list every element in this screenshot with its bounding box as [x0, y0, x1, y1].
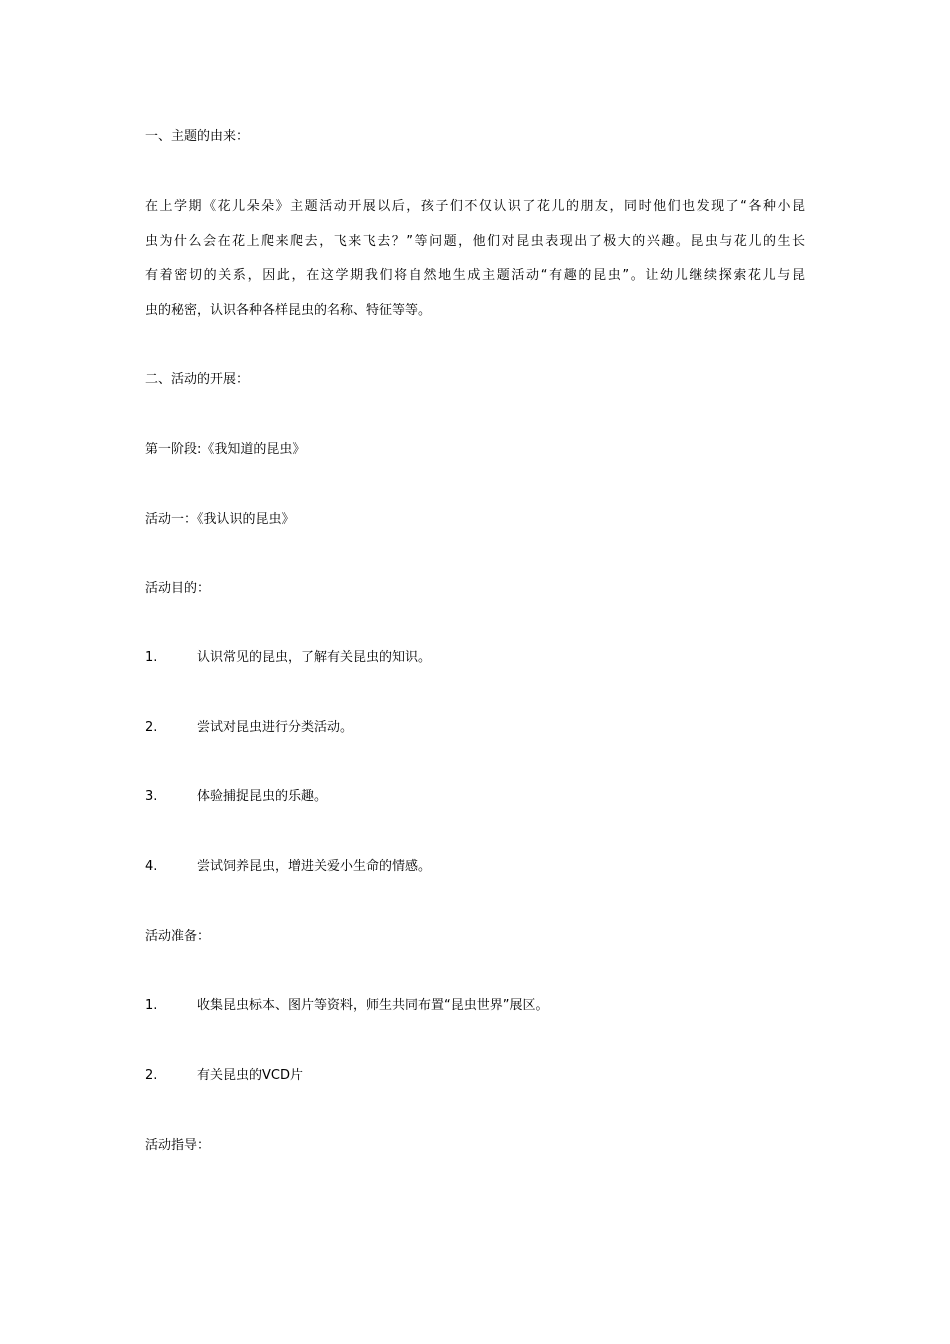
goal-text: 认识常见的昆虫，了解有关昆虫的知识。 [197, 650, 432, 665]
goal-number: 1. [145, 650, 158, 665]
goal-text: 尝试饲养昆虫，增进关爱小生命的情感。 [197, 859, 432, 874]
paragraph-line: 虫的秘密，认识各种各样昆虫的名称、特征等等。 [145, 303, 432, 318]
prep-title: 活动准备： [145, 929, 211, 944]
paragraph-line: 有着密切的关系，因此，在这学期我们将自然地生成主题活动“有趣的昆虫”。让幼儿继续探索花儿与昆 [145, 268, 805, 283]
goal-text: 体验捕捉昆虫的乐趣。 [197, 789, 328, 804]
guide-title: 活动指导： [145, 1138, 211, 1153]
heading-activities: 二、活动的开展： [145, 372, 250, 387]
heading-origin: 一、主题的由来： [145, 129, 250, 144]
prep-number: 2. [145, 1068, 158, 1083]
goal-text: 尝试对昆虫进行分类活动。 [197, 720, 354, 735]
prep-number: 1. [145, 998, 158, 1013]
paragraph-line: 虫为什么会在花上爬来爬去，飞来飞去？”等问题，他们对昆虫表现出了极大的兴趣。昆虫与花儿的生长 [145, 234, 805, 249]
goal-number: 4. [145, 859, 158, 874]
goal-number: 2. [145, 720, 158, 735]
prep-text: 收集昆虫标本、图片等资料，师生共同布置“昆虫世界”展区。 [197, 998, 549, 1013]
goals-title: 活动目的： [145, 581, 211, 596]
prep-text: 有关昆虫的VCD片 [197, 1068, 303, 1083]
stage-title: 第一阶段:《我知道的昆虫》 [145, 442, 306, 457]
paragraph-line: 在上学期《花儿朵朵》主题活动开展以后，孩子们不仅认识了花儿的朋友，同时他们也发现了“各种小昆 [145, 199, 805, 214]
activity-title: 活动一：《我认识的昆虫》 [145, 512, 295, 527]
goal-number: 3. [145, 789, 158, 804]
